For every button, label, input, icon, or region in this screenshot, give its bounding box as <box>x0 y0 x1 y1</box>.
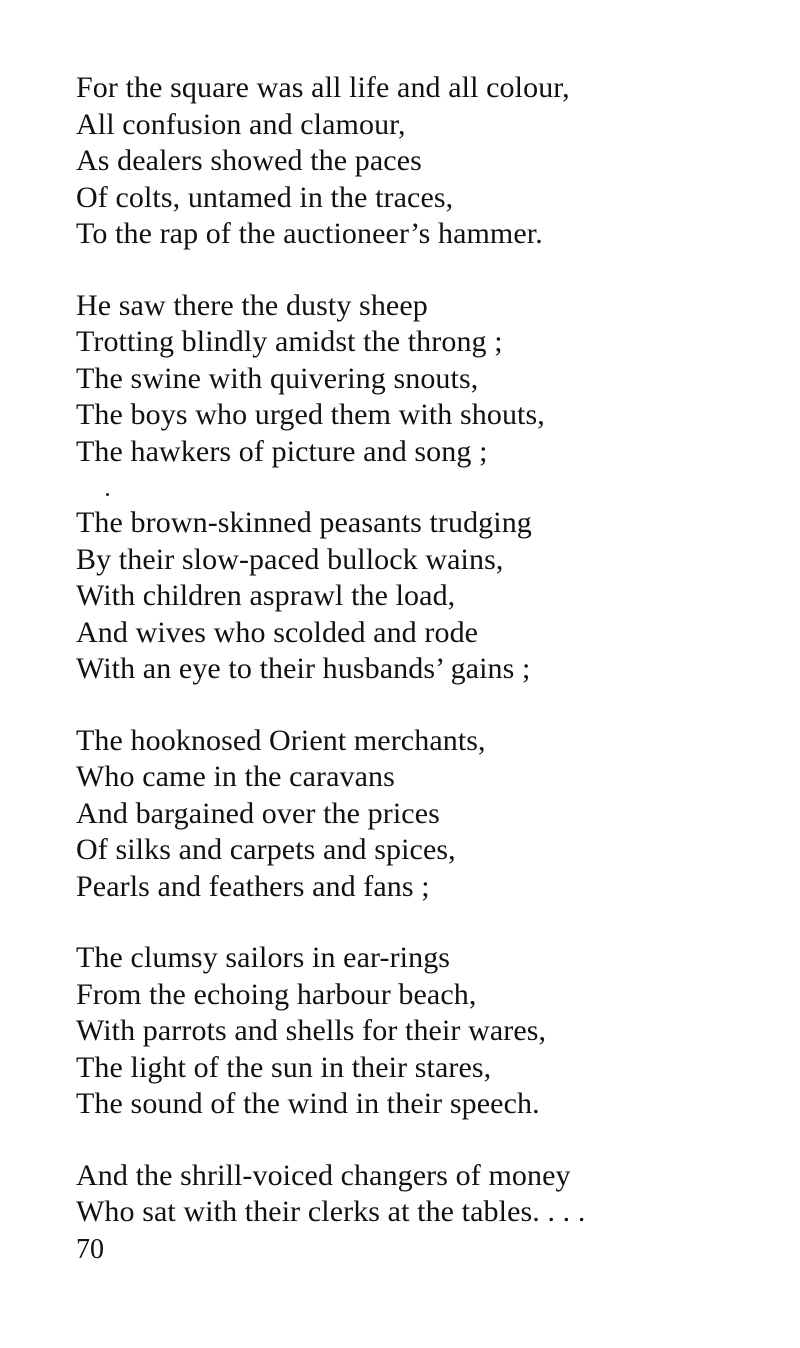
poem-line: The brown-skinned peasants trudging <box>76 506 532 539</box>
poem-line: And the shrill-voiced changers of money <box>76 1158 571 1192</box>
stanza-1 <box>76 70 776 253</box>
poem-line: For the square was all life and all colour, <box>76 71 570 104</box>
poem-line: The boys who urged them with shouts, <box>76 398 545 431</box>
poem-line: The clumsy sailors in ear-rings <box>76 941 451 974</box>
poem-line: The sound of the wind in their speech. <box>76 1087 540 1120</box>
poem-line: All confusion and clamour, <box>76 107 406 141</box>
poem-line: The light of the sun in their stares, <box>76 1050 492 1084</box>
poem-line: From the echoing harbour beach, <box>76 977 477 1011</box>
poem-line: With parrots and shells for their wares, <box>76 1014 547 1047</box>
poem-page <box>76 70 776 1267</box>
poem-line: With an eye to their husbands’ gains ; <box>76 652 531 685</box>
poem-line: As dealers showed the paces <box>76 144 422 177</box>
stanza-2 <box>76 288 776 471</box>
poem-line: Pearls and feathers and fans ; <box>76 869 430 903</box>
poem-line: Of colts, untamed in the traces, <box>76 180 454 214</box>
stanza-5 <box>76 940 776 1123</box>
poem-line: Who came in the caravans <box>76 760 395 793</box>
poem-line: To the rap of the auctioneer’s hammer. <box>76 217 543 250</box>
poem-line: Trotting blindly amidst the throng ; <box>76 325 503 358</box>
poem-line: The hooknosed Orient merchants, <box>76 723 486 757</box>
stanza-3 <box>76 505 776 688</box>
poem-line: And wives who scolded and rode <box>76 615 479 649</box>
ink-speck <box>106 493 109 496</box>
stanza-6 <box>76 1158 776 1231</box>
stanza-4 <box>76 723 776 906</box>
poem-line: He saw there the dusty sheep <box>76 288 428 322</box>
poem-line: By their slow-paced bullock wains, <box>76 542 504 576</box>
poem-line: The hawkers of picture and song ; <box>76 434 488 468</box>
poem-line: The swine with quivering snouts, <box>76 361 479 395</box>
poem-line: And bargained over the prices <box>76 796 440 830</box>
poem-line: Of silks and carpets and spices, <box>76 833 456 866</box>
page-number: 70 <box>76 1233 104 1265</box>
poem-line: Who sat with their clerks at the tables. . . . <box>76 1195 586 1228</box>
poem-line: With children asprawl the load, <box>76 579 456 612</box>
